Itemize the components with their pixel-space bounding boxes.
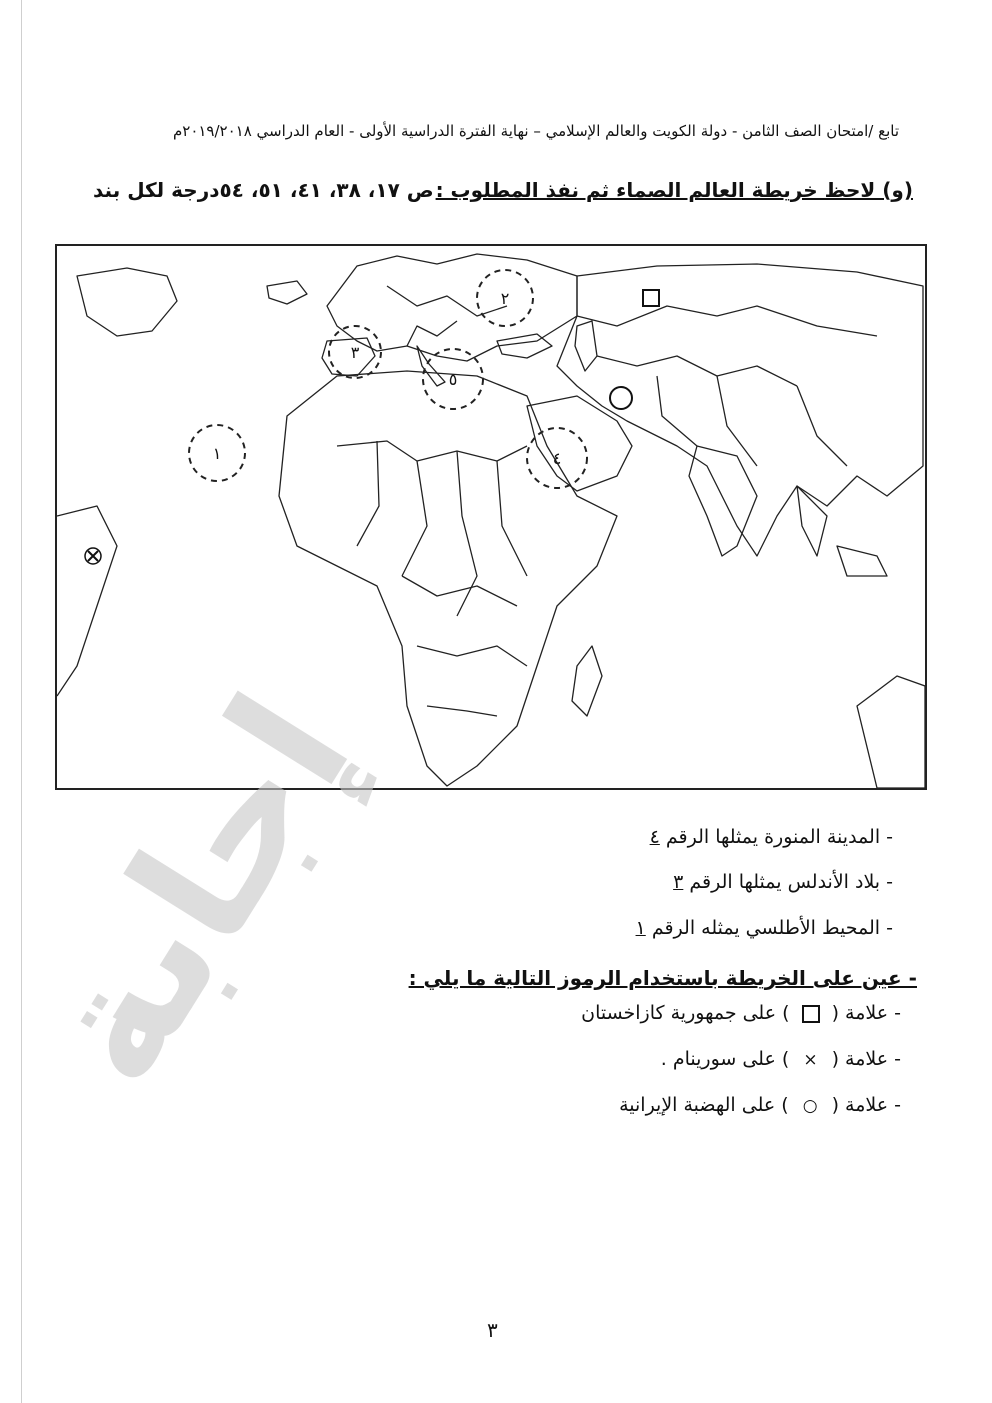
iranian-plateau-circle-mark [611, 387, 633, 409]
x-symbol-icon: × [804, 1050, 819, 1070]
map-label-1: ١ [213, 444, 223, 463]
madagascar-shape [573, 646, 603, 716]
greenland-shape [78, 268, 178, 336]
question-line [94, 178, 914, 202]
map-label-2: ٢ [501, 289, 511, 308]
iceland-shape [268, 281, 308, 304]
australia-shape [858, 676, 926, 788]
symbol-line-kazakhstan: - علامة ( ) على جمهورية كازاخستان [582, 1002, 902, 1024]
answer-medina: - المدينة المنورة يمثلها الرقم ٤ [650, 826, 894, 848]
europe-shape [328, 254, 578, 361]
kazakhstan-square-mark [644, 290, 660, 306]
world-map [56, 244, 928, 790]
question-title: (و) لاحظ خريطة العالم الصماء ثم نفذ المطلوب : [436, 178, 914, 202]
symbol-line-suriname: - علامة ( × ) على سورينام . [661, 1048, 902, 1070]
answer-andalusia: - بلاد الأندلس يمثلها الرقم ٣ [674, 871, 894, 893]
answer-andalusia-number: ٣ [674, 871, 685, 893]
answer-atlantic: - المحيط الأطلسي يمثله الرقم ١ [636, 917, 894, 939]
suriname-x-mark [89, 551, 99, 561]
page-number: ٣ [488, 1318, 499, 1342]
answer-medina-number: ٤ [650, 826, 661, 848]
page-edge-line [22, 0, 23, 1403]
south-america-shape [58, 506, 118, 696]
world-map-svg [58, 246, 926, 788]
map-label-3: ٣ [351, 343, 361, 362]
map-label-4: ٤ [553, 449, 563, 468]
symbol-line-iran: - علامة ( ○ ) على الهضبة الإيرانية [620, 1094, 902, 1116]
asia-shape [558, 264, 924, 556]
exam-header: تابع /امتحان الصف الثامن - دولة الكويت والعالم الإسلامي – نهاية الفترة الدراسية الأولى - العام الدراسي ٢٠١٩/٢٠١٨م [173, 122, 900, 140]
arabia-shape [528, 396, 633, 491]
answer-atlantic-number: ١ [636, 917, 647, 939]
task-heading: - عين على الخريطة باستخدام الرموز التالية ما يلي : [409, 966, 918, 990]
answer-watermark: إجابة [4, 663, 391, 1118]
map-label-5: ٥ [449, 370, 459, 389]
circle-symbol-icon: ○ [803, 1096, 819, 1116]
africa-shape [280, 371, 618, 786]
question-pages: ص ١٧، ٣٨، ٤١، ٥١، ٥٤درجة لكل بند [94, 178, 435, 202]
square-symbol-icon [803, 1005, 821, 1023]
